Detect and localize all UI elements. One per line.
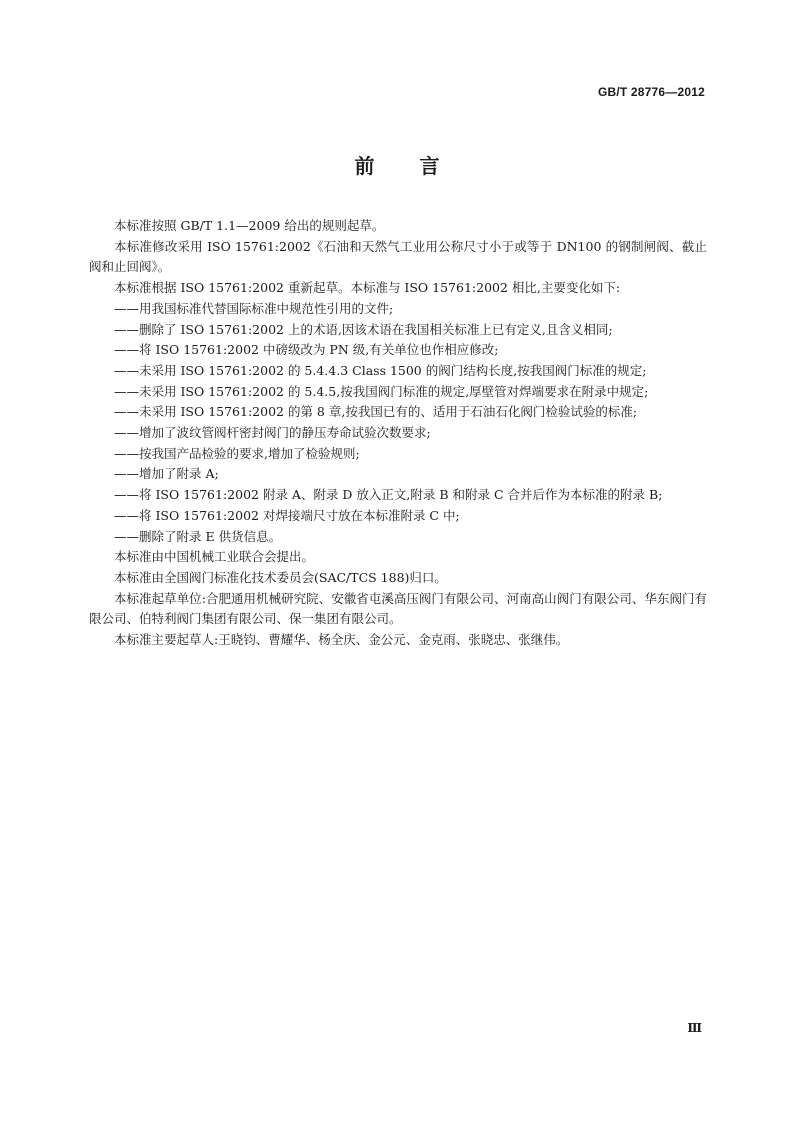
list-item [89,464,707,485]
paragraph-drafting-rules: 本标准按照 GB/T 1.1—2009 给出的规则起草。 [114,218,385,233]
paragraph-changes-intro: 本标准根据 ISO 15761:2002 重新起草。本标准与 ISO 15761:2002 相比,主要变化如下: [114,280,621,296]
list-item-text: 用我国标准代替国际标准中规范性引用的文件; [139,300,394,316]
page-number: Ⅲ [687,1021,702,1035]
list-item-text: 未采用 ISO 15761:2002 的 5.4.4.3 Class 1500 的阀门结构长度,按我国阀门标准的规定; [139,362,647,378]
list-item [89,340,707,361]
foreword-body [89,216,707,651]
list-item-text: 按我国产品检验的要求,增加了检验规则; [139,445,360,461]
dash-marker: —— [114,342,139,358]
list-item-text: 增加了波纹管阀杆密封阀门的静压寿命试验次数要求; [139,425,431,441]
list-item [89,402,707,423]
dash-marker: —— [114,445,139,461]
list-item-text: 增加了附录 A; [139,466,219,482]
list-item [89,423,707,444]
list-item-text: 未采用 ISO 15761:2002 的第 8 章,按我国已有的、适用于石油石化阀门检验试验的标准; [139,404,638,420]
list-item [89,527,707,548]
dash-marker: —— [114,507,139,523]
paragraph-drafters: 本标准主要起草人:王晓钧、曹耀华、杨全庆、金公元、金克雨、张晓忠、张继伟。 [114,632,569,648]
dash-marker: —— [114,404,139,420]
dash-marker: —— [114,425,139,441]
list-item [89,299,707,320]
paragraph-committee: 本标准由全国阀门标准化技术委员会(SAC/TCS 188)归口。 [114,569,447,585]
dash-marker: —— [114,321,139,337]
dash-marker: —— [114,300,139,316]
list-item-text: 删除了 ISO 15761:2002 上的术语,因该术语在我国相关标准上已有定义,且含义相同; [139,321,613,337]
list-item-text: 未采用 ISO 15761:2002 的 5.4.5,按我国阀门标准的规定,厚壁管对焊端要求在附录中规定; [139,383,649,399]
list-item-text: 删除了附录 E 供货信息。 [139,528,282,544]
changes-list [89,299,707,547]
list-item [89,361,707,382]
list-item-text: 将 ISO 15761:2002 中磅级改为 PN 级,有关单位也作相应修改; [139,342,499,358]
dash-marker: —— [114,466,139,482]
list-item [89,444,707,465]
list-item [89,506,707,527]
dash-marker: —— [114,487,139,503]
dash-marker: —— [114,528,139,544]
paragraph-adoption: 本标准修改采用 ISO 15761:2002《石油和天然气工业用公称尺寸小于或等于 DN100 的钢制闸阀、截止阀和止回阀》。 [89,238,707,275]
list-item [89,485,707,506]
paragraph-drafting-units: 本标准起草单位:合肥通用机械研究院、安徽省屯溪高压阀门有限公司、河南高山阀门有限公司、华东阀门有限公司、伯特利阀门集团有限公司、保一集团有限公司。 [89,590,707,627]
paragraph-proposer: 本标准由中国机械工业联合会提出。 [114,549,315,565]
list-item [89,382,707,403]
dash-marker: —— [114,362,139,378]
list-item-text: 将 ISO 15761:2002 附录 A、附录 D 放入正文,附录 B 和附录 C 合并后作为本标准的附录 B; [139,487,663,503]
list-item-text: 将 ISO 15761:2002 对焊接端尺寸放在本标准附录 C 中; [139,507,460,523]
standard-code: GB/T 28776—2012 [597,85,705,99]
list-item [89,320,707,341]
page-title: 前言 [354,154,485,178]
dash-marker: —— [114,383,139,399]
